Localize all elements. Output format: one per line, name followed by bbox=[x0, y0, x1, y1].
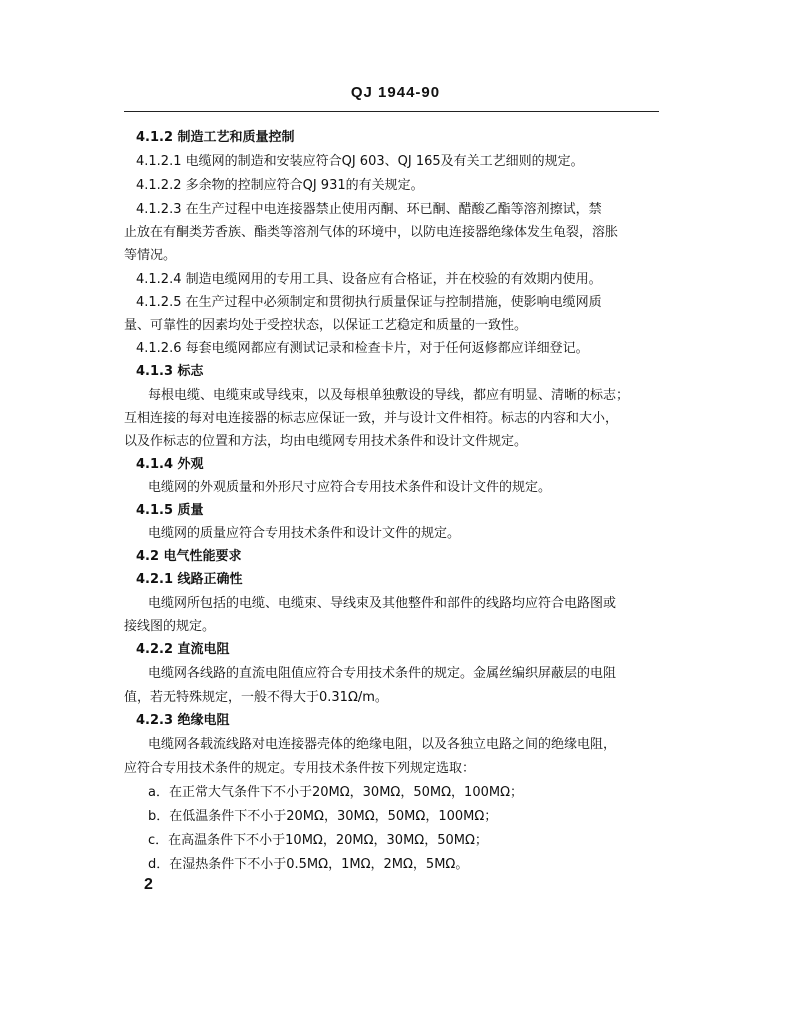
list-item-a: a．在正常大气条件下不小于20MΩ，30MΩ，50MΩ，100MΩ； bbox=[148, 785, 524, 800]
paragraph-4-2-1-line-1: 电缆网所包括的电缆、电缆束、导线束及其他整件和部件的线路均应符合电路图或 bbox=[148, 596, 617, 611]
paragraph-4-1-3-line-3: 以及作标志的位置和方法，均由电缆网专用技术条件和设计文件规定。 bbox=[124, 434, 528, 449]
clause-4-1-2-5-line-1: 4.1.2.5 在生产过程中必须制定和贯彻执行质量保证与控制措施，使影响电缆网质 bbox=[136, 295, 602, 310]
clause-4-1-2-5-line-2: 量、可靠性的因素均处于受控状态，以保证工艺稳定和质量的一致性。 bbox=[124, 318, 528, 333]
paragraph-4-2-3-line-1: 电缆网各载流线路对电连接器壳体的绝缘电阻，以及各独立电路之间的绝缘电阻， bbox=[148, 737, 617, 752]
clause-4-1-2-3-line-3: 等情况。 bbox=[124, 248, 177, 263]
paragraph-4-1-3-line-1: 每根电缆、电缆束或导线束，以及每根单独敷设的导线，都应有明显、清晰的标志； bbox=[148, 388, 630, 403]
section-heading-4-2-3: 4.2.3 绝缘电阻 bbox=[136, 713, 230, 728]
paragraph-4-1-4: 电缆网的外观质量和外形尺寸应符合专用技术条件和设计文件的规定。 bbox=[148, 480, 552, 495]
page-number: 2 bbox=[144, 876, 153, 893]
paragraph-4-2-1-line-2: 接线图的规定。 bbox=[124, 619, 216, 634]
clause-4-1-2-3-line-1: 4.1.2.3 在生产过程中电连接器禁止使用丙酮、环已酮、醋酸乙酯等溶剂擦试，禁 bbox=[136, 202, 602, 217]
section-heading-4-2-2: 4.2.2 直流电阻 bbox=[136, 642, 230, 657]
clause-4-1-2-4: 4.1.2.4 制造电缆网用的专用工具、设备应有合格证，并在校验的有效期内使用。 bbox=[136, 272, 602, 287]
paragraph-4-2-2-line-2: 值，若无特殊规定，一般不得大于0.31Ω/m。 bbox=[124, 690, 388, 705]
paragraph-4-1-3-line-2: 互相连接的每对电连接器的标志应保证一致，并与设计文件相符。标志的内容和大小， bbox=[124, 411, 619, 426]
section-heading-4-2-1: 4.2.1 线路正确性 bbox=[136, 572, 243, 587]
list-item-b: b．在低温条件下不小于20MΩ，30MΩ，50MΩ，100MΩ； bbox=[148, 809, 498, 824]
section-heading-4-1-5: 4.1.5 质量 bbox=[136, 503, 204, 518]
clause-4-1-2-1: 4.1.2.1 电缆网的制造和安装应符合QJ 603、QJ 165及有关工艺细则的规定。 bbox=[136, 154, 584, 169]
list-item-c: c．在高温条件下不小于10MΩ，20MΩ，30MΩ，50MΩ； bbox=[148, 833, 488, 848]
header-rule bbox=[124, 111, 659, 112]
list-item-d: d．在湿热条件下不小于0.5MΩ，1MΩ，2MΩ，5MΩ。 bbox=[148, 857, 469, 872]
section-heading-4-2: 4.2 电气性能要求 bbox=[136, 549, 242, 564]
clause-4-1-2-2: 4.1.2.2 多余物的控制应符合QJ 931的有关规定。 bbox=[136, 178, 424, 193]
section-heading-4-1-4: 4.1.4 外观 bbox=[136, 457, 204, 472]
paragraph-4-2-3-line-2: 应符合专用技术条件的规定。专用技术条件按下列规定选取： bbox=[124, 761, 476, 776]
clause-4-1-2-6: 4.1.2.6 每套电缆网都应有测试记录和检查卡片，对于任何返修都应详细登记。 bbox=[136, 341, 589, 356]
standard-code-header: QJ 1944-90 bbox=[350, 84, 441, 101]
section-heading-4-1-2: 4.1.2 制造工艺和质量控制 bbox=[136, 130, 295, 145]
clause-4-1-2-3-line-2: 止放在有酮类芳香族、酯类等溶剂气体的环境中，以防电连接器绝缘体发生龟裂，溶胀 bbox=[124, 225, 619, 240]
paragraph-4-2-2-line-1: 电缆网各线路的直流电阻值应符合专用技术条件的规定。金属丝编织屏蔽层的电阻 bbox=[148, 666, 617, 681]
paragraph-4-1-5: 电缆网的质量应符合专用技术条件和设计文件的规定。 bbox=[148, 526, 461, 541]
section-heading-4-1-3: 4.1.3 标志 bbox=[136, 364, 204, 379]
